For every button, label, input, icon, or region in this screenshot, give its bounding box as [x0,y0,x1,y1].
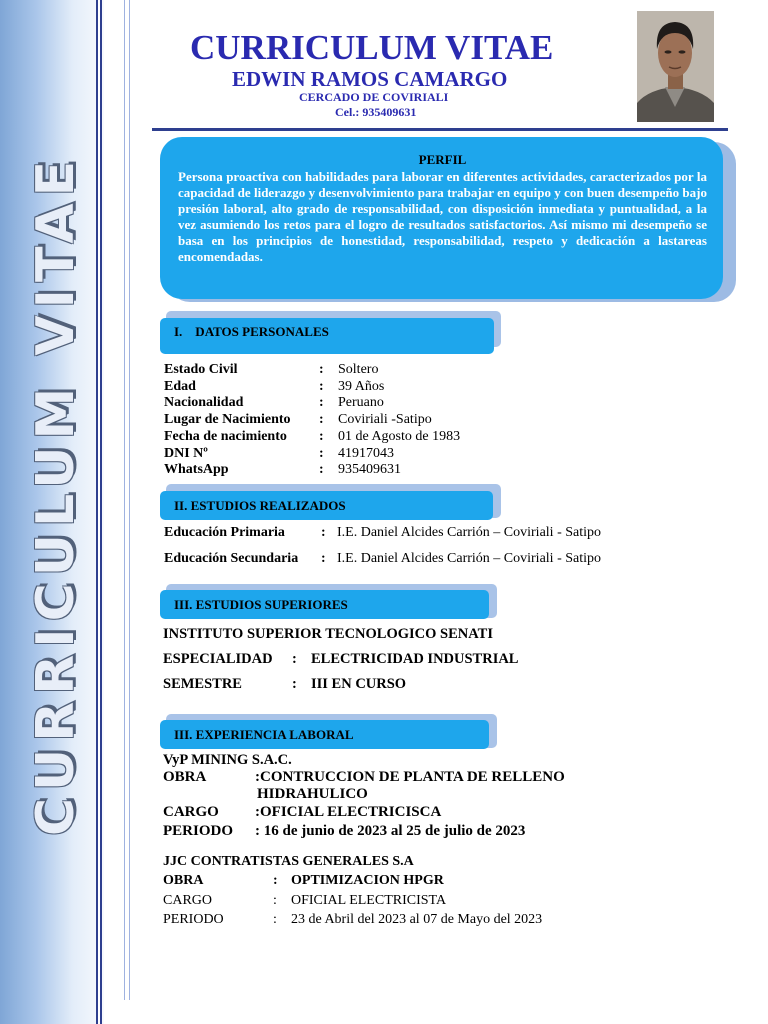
section-heading-studies: II. ESTUDIOS REALIZADOS [160,491,493,520]
personal-row-separator: : [319,395,324,411]
personal-row-value: Soltero [338,362,379,377]
job1-periodo-label: PERIODO [163,823,234,839]
job2-row-separator: : [273,912,277,927]
job2-company: JJC CONTRATISTAS GENERALES S.A [163,854,414,869]
candidate-name: EDWIN RAMOS CAMARGO [232,67,508,91]
job2-row-label: PERIODO [163,912,224,927]
candidate-address: CERCADO DE COVIRIALI [299,90,449,104]
personal-row-value: 935409631 [338,462,401,478]
personal-row-separator: : [319,412,324,428]
personal-row-separator: : [319,462,324,478]
personal-row-separator: : [319,428,324,444]
job1-obra-label: OBRA [163,769,207,785]
personal-row-label: Nacionalidad [164,395,244,411]
personal-row-value: 39 Años [338,378,385,394]
studies-row-separator: : [321,525,326,540]
section-heading-experience: III. EXPERIENCIA LABORAL [160,720,489,749]
vertical-title: CURRICULUM VITAE [26,153,86,837]
personal-row-label: Lugar de Nacimiento [164,412,291,428]
section-heading-higher: III. ESTUDIOS SUPERIORES [160,590,489,619]
personal-row-label: Edad [164,378,196,394]
higher-row-value: ELECTRICIDAD INDUSTRIAL [311,651,519,667]
personal-row-value: 41917043 [338,445,394,461]
job2-row-value: 23 de Abril del 2023 al 07 de Mayo del 2023 [291,912,543,927]
institute-name: INSTITUTO SUPERIOR TECNOLOGICO SENATI [163,626,493,642]
studies-row-separator: : [321,551,326,566]
personal-row-separator: : [319,362,324,377]
higher-row-label: SEMESTRE [163,676,242,692]
studies-row-label: Educación Secundaria [164,551,299,566]
studies-row-value: I.E. Daniel Alcides Carrión – Coviriali - Satipo [337,551,602,566]
studies-row-label: Educación Primaria [164,525,285,540]
job1-cargo-value: :OFICIAL ELECTRICISCA [255,804,442,820]
profile-photo [637,11,714,122]
personal-row-separator: : [319,378,324,394]
job2-row-value: OFICIAL ELECTRICISTA [291,892,447,908]
personal-row-value: Coviriali -Satipo [338,412,432,428]
job2-row-separator: : [273,892,277,908]
personal-row-label: WhatsApp [164,462,229,478]
sidebar-inner-border [124,0,130,1000]
profile-text: Persona proactiva con habilidades para laborar en diferentes actividades, caracterizados por la capacidad de liderazgo y desenvolvimiento para trabajar en equipo y con buen desempeño bajo presión laboral, alto grado de responsabilidad, con disposición inmediata y puntualidad, a la vez asumiendo los retos para el logro de resultados satisfactorios. Así mismo mi desempeño se basa en los principios de honestidad, responsabilidad, respeto y dedicación a lastareas encomendadas. [178,169,707,264]
job1-periodo-value: : 16 de junio de 2023 al 25 de julio de 2023 [255,823,526,839]
job2-row-label: CARGO [163,892,213,908]
higher-row-label: ESPECIALIDAD [163,651,273,667]
studies-row-value: I.E. Daniel Alcides Carrión – Coviriali - Satipo [337,525,602,540]
candidate-phone: Cel.: 935409631 [335,105,417,119]
sidebar-border [96,0,102,1024]
job1-obra-value-cont: HIDRAHULICO [257,786,368,802]
personal-row-value: 01 de Agosto de 1983 [338,428,461,444]
personal-row-label: Estado Civil [164,362,238,377]
personal-row-value: Peruano [338,395,384,411]
job2-row-value: OPTIMIZACION HPGR [291,873,444,888]
job1-company: VyP MINING S.A.C. [163,752,292,768]
profile-box [160,137,723,299]
higher-row-separator: : [292,651,297,667]
header-divider [152,128,728,131]
personal-row-separator: : [319,445,324,461]
job2-row-separator: : [273,873,278,888]
job1-cargo-label: CARGO [163,804,219,820]
higher-row-value: III EN CURSO [311,676,407,692]
profile-title: PERFIL [418,152,467,167]
job1-obra-value: :CONTRUCCION DE PLANTA DE RELLENO [255,769,565,785]
document-title: CURRICULUM VITAE [190,28,554,67]
job2-row-label: OBRA [163,873,204,888]
section-heading-personal: I. DATOS PERSONALES [160,318,494,354]
personal-row-label: Fecha de nacimiento [164,428,287,444]
higher-row-separator: : [292,676,297,692]
personal-row-label: DNI Nº [164,445,208,461]
